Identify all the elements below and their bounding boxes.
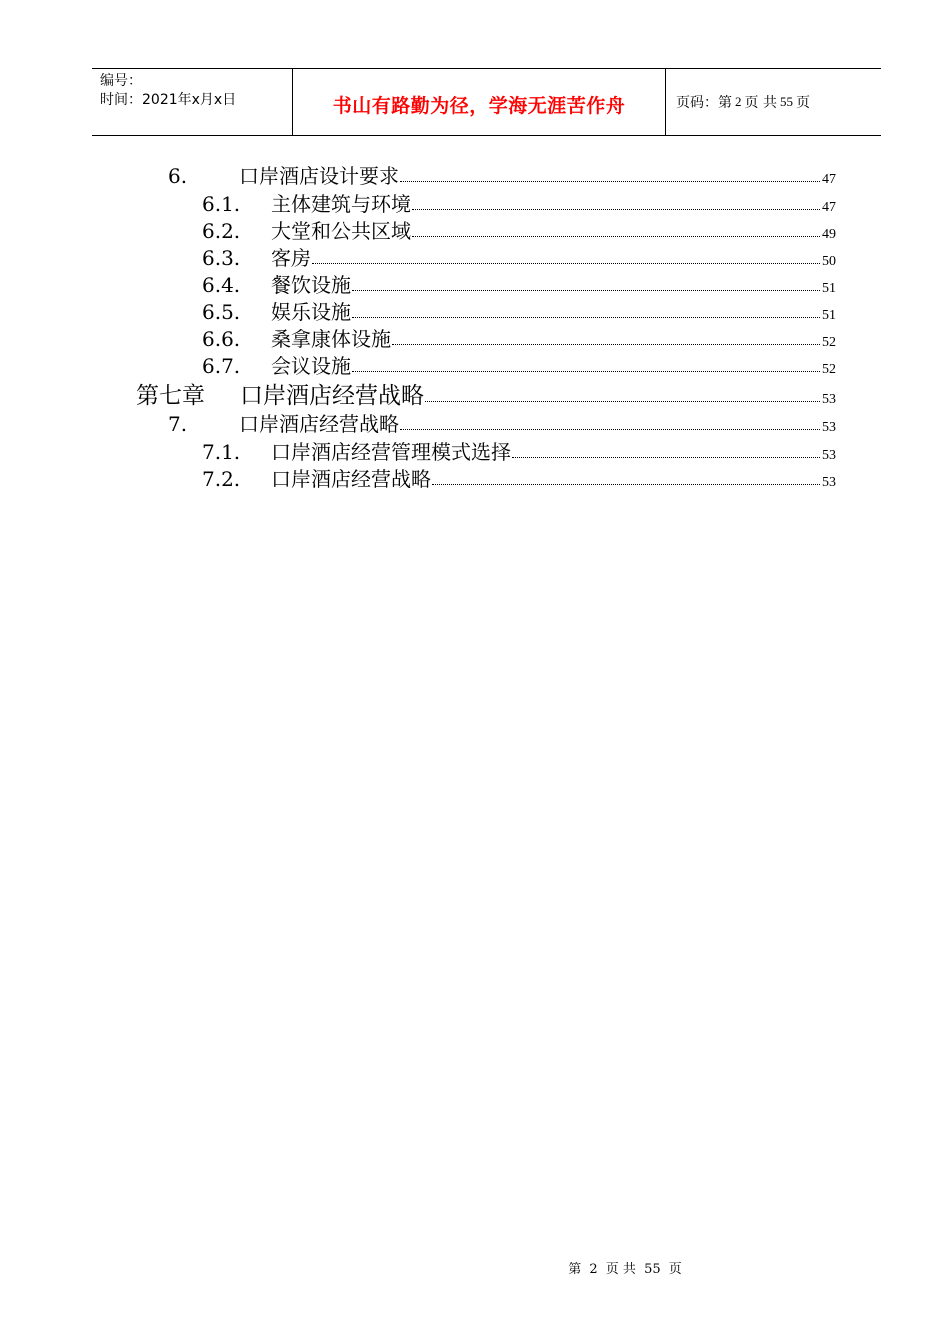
toc-entry-title: 客房 xyxy=(271,246,311,270)
footer-page-current: 2 xyxy=(589,1262,598,1277)
page-footer xyxy=(0,1258,950,1277)
toc-dot-leader xyxy=(432,484,820,485)
toc-entry-title: 主体建筑与环境 xyxy=(271,192,411,216)
toc-dot-leader xyxy=(312,263,820,264)
toc-entry-title: 口岸酒店经营战略 xyxy=(240,383,424,409)
toc-entry-title: 口岸酒店经营战略 xyxy=(271,467,431,491)
header-page-total: 55 xyxy=(779,94,793,109)
toc-entry-title: 口岸酒店经营管理模式选择 xyxy=(271,440,511,464)
footer-page-total: 55 xyxy=(644,1262,661,1277)
footer-page-suffix: 页 xyxy=(668,1262,682,1277)
toc-entry-page: 53 xyxy=(822,448,836,463)
header-info-cell xyxy=(92,69,293,135)
toc-entry[interactable] xyxy=(202,215,836,244)
footer-page-prefix: 第 xyxy=(568,1262,582,1277)
toc-entry-number: 7.2. xyxy=(202,467,241,491)
header-page-suffix: 页 xyxy=(795,95,810,111)
toc-entry-number: 7.1. xyxy=(202,440,241,464)
toc-dot-leader xyxy=(352,290,820,291)
toc-entry[interactable] xyxy=(202,463,836,492)
toc-entry-page: 47 xyxy=(822,200,836,215)
toc-entry-number: 6.4. xyxy=(202,273,241,297)
toc-entry-number: 6.6. xyxy=(202,327,241,351)
toc-dot-leader xyxy=(512,457,820,458)
toc-dot-leader xyxy=(400,429,820,430)
toc-entry-page: 52 xyxy=(822,362,836,377)
header-motto-cell xyxy=(293,69,666,135)
toc-entry-number: 7. xyxy=(168,412,188,436)
toc-dot-leader xyxy=(352,317,820,318)
header-motto: 书山有路勤为径，学海无涯苦作舟 xyxy=(332,94,626,117)
toc-entry-page: 51 xyxy=(822,308,836,323)
toc-entry[interactable] xyxy=(168,408,836,437)
page-header xyxy=(92,68,881,136)
footer-page-mid: 页 共 xyxy=(605,1262,636,1277)
toc-dot-leader xyxy=(412,236,820,237)
header-page-cell xyxy=(666,69,881,135)
toc-chapter-entry[interactable] xyxy=(136,377,836,410)
toc-entry-title: 餐饮设施 xyxy=(271,273,351,297)
toc-entry-page: 50 xyxy=(822,254,836,269)
toc-entry-number: 6. xyxy=(168,164,188,188)
header-page-mid: 页 共 xyxy=(744,95,777,111)
toc-entry-page: 53 xyxy=(822,475,836,490)
toc-dot-leader xyxy=(352,371,820,372)
toc-entry-title: 口岸酒店经营战略 xyxy=(239,412,399,436)
toc-entry-number: 第七章 xyxy=(136,383,205,409)
toc-entry-title: 娱乐设施 xyxy=(271,300,351,324)
toc-entry[interactable] xyxy=(202,296,836,325)
toc-entry[interactable] xyxy=(202,350,836,379)
toc-entry[interactable] xyxy=(202,323,836,352)
toc-entry-page: 49 xyxy=(822,227,836,242)
toc-entry-title: 大堂和公共区域 xyxy=(271,219,411,243)
toc-entry-page: 47 xyxy=(822,172,836,187)
toc-entry-number: 6.1. xyxy=(202,192,241,216)
toc-dot-leader xyxy=(400,181,820,182)
toc-entry-title: 口岸酒店设计要求 xyxy=(239,164,399,188)
toc-entry-number: 6.3. xyxy=(202,246,241,270)
toc-entry-page: 51 xyxy=(822,281,836,296)
toc-entry-number: 6.7. xyxy=(202,354,241,378)
document-time-label: 时间：2021年x月x日 xyxy=(100,92,237,108)
toc-entry-title: 桑拿康体设施 xyxy=(271,327,391,351)
header-page-current: 2 xyxy=(735,94,742,109)
toc-dot-leader xyxy=(425,401,820,402)
toc-entry-page: 53 xyxy=(822,392,836,407)
toc-entry-page: 52 xyxy=(822,335,836,350)
document-number-label: 编号： xyxy=(100,73,142,89)
toc-dot-leader xyxy=(392,344,820,345)
toc-entry[interactable] xyxy=(202,269,836,298)
toc-entry-page: 53 xyxy=(822,420,836,435)
toc-entry[interactable] xyxy=(202,188,836,217)
toc-entry[interactable] xyxy=(168,160,836,189)
header-page-prefix: 页码：第 xyxy=(676,95,732,111)
toc-entry-number: 6.5. xyxy=(202,300,241,324)
toc-entry-number: 6.2. xyxy=(202,219,241,243)
toc-dot-leader xyxy=(412,209,820,210)
toc-entry[interactable] xyxy=(202,436,836,465)
toc-entry-title: 会议设施 xyxy=(271,354,351,378)
toc-entry[interactable] xyxy=(202,242,836,271)
